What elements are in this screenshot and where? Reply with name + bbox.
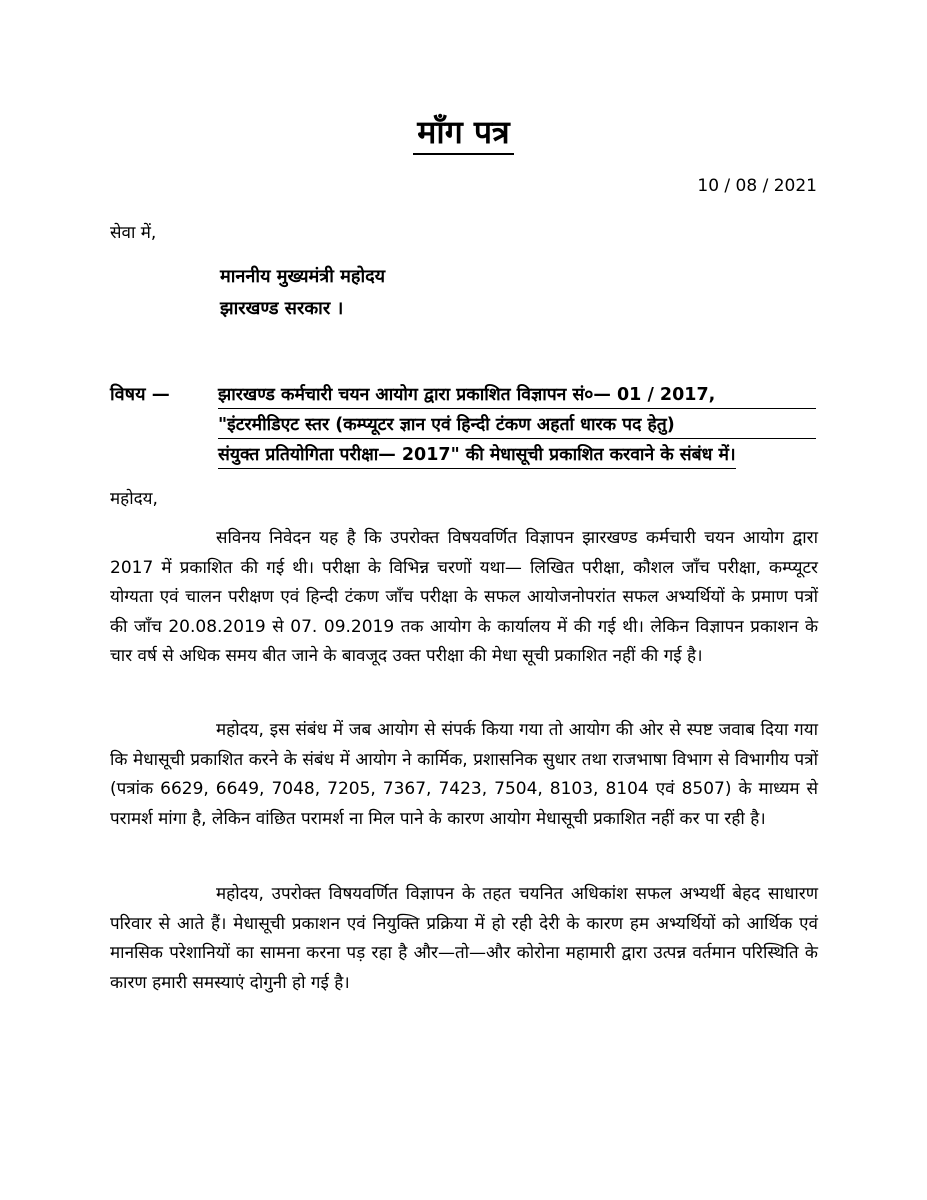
addressee-line-1: माननीय मुख्यमंत्री महोदय (220, 266, 386, 287)
letter-date: 10 / 08 / 2021 (697, 176, 817, 196)
subject-line-2: "इंटरमीडिएट स्तर (कम्प्यूटर ज्ञान एवं हिन्दी टंकण अहर्ता धारक पद हेतु) (218, 412, 816, 439)
letter-title: माँग पत्र (0, 110, 927, 153)
paragraph-2: महोदय, इस संबंध में जब आयोग से संपर्क किया गया तो आयोग की ओर से स्पष्ट जवाब दिया गया कि मेधासूची प्रकाशित करने के संबंध में आयोग ने कार्मिक, प्रशासनिक सुधार तथा राजभाषा विभाग से विभागीय पत्रों (पत्रांक 6629, 6649, 7048, 7205, 7367, 7423, 7504, 8103, 8104 एवं 8507) के माध्यम से परामर्श मांगा है, लेकिन वांछित परामर्श ना मिल पाने के कारण आयोग मेधासूची प्रकाशित नहीं कर पा रही है। (110, 720, 818, 829)
addressee-line-2: झारखण्ड सरकार । (220, 298, 344, 319)
subject-line-1: झारखण्ड कर्मचारी चयन आयोग द्वारा प्रकाशित विज्ञापन सं०— 01 / 2017, (218, 382, 816, 409)
paragraph-3: महोदय, उपरोक्त विषयवर्णित विज्ञापन के तहत चयनित अधिकांश सफल अभ्यर्थी बेहद साधारण परिवार से आते हैं। मेधासूची प्रकाशन एवं नियुक्ति प्रक्रिया में हो रही देरी के कारण हम अभ्यर्थियों को आर्थिक एवं मानसिक परेशानियों का सामना करना पड़ रहा है और—तो—और कोरोना महामारी द्वारा उत्पन्न वर्तमान परिस्थिति के कारण हमारी समस्याएं दोगुनी हो गई है। (110, 884, 818, 993)
subject-label: विषय — (110, 384, 170, 405)
paragraph-1: सविनय निवेदन यह है कि उपरोक्त विषयवर्णित विज्ञापन झारखण्ड कर्मचारी चयन आयोग द्वारा 2017 में प्रकाशित की गई थी। परीक्षा के विभिन्न चरणों यथा— लिखित परीक्षा, कौशल जाँच परीक्षा, कम्प्यूटर योग्यता एवं चालन परीक्षण एवं हिन्दी टंकण जाँच परीक्षा के सफल आयोजनोपरांत सफल अभ्यर्थियों के प्रमाण पत्रों की जाँच 20.08.2019 से 07. 09.2019 तक आयोग के कार्यालय में की गई थी। लेकिन विज्ञापन प्रकाशन के चार वर्ष से अधिक समय बीत जाने के बावजूद उक्त परीक्षा की मेधा सूची प्रकाशित नहीं की गई है। (110, 528, 818, 666)
salutation-to: सेवा में, (110, 223, 157, 243)
greeting: महोदय, (110, 489, 158, 509)
subject-line-3: संयुक्त प्रतियोगिता परीक्षा— 2017" की मेधासूची प्रकाशित करवाने के संबंध में। (218, 442, 736, 469)
